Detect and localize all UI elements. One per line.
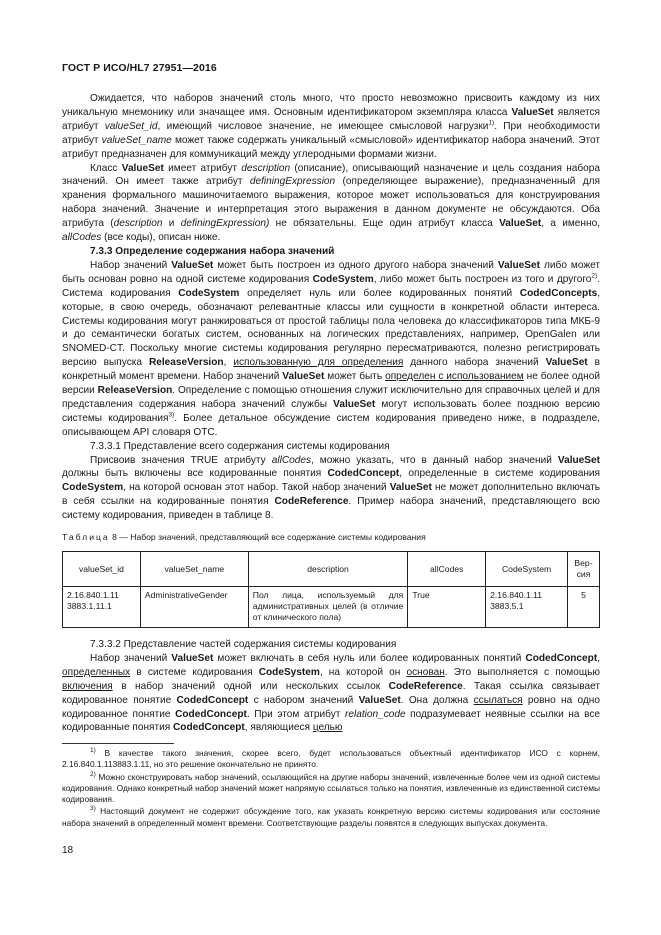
- footnote: $^{1)}$ В качестве такого значения, скорее всего, будет использоваться объектный идентификатор ИСО с корнем, 2.16.840.1.113883.1.11, но это решение окончательно не принято.: [62, 747, 600, 770]
- table-cell: Пол лица, используемый для административных целей (в отличие от клинического пола): [248, 587, 408, 628]
- subsection-heading: 7.3.3.2 Представление частей содержания системы кодирования: [90, 639, 397, 650]
- footnote-separator: [62, 743, 174, 744]
- page-number: 18: [62, 845, 74, 856]
- table-cell: 2.16.840.1.11 3883.5.1: [486, 587, 568, 628]
- table-cell: 2.16.840.1.11 3883.1.11.1: [63, 587, 141, 628]
- table-header: CodeSystem: [486, 552, 568, 587]
- footnote-ref: 2): [591, 272, 598, 280]
- paragraph: Ожидается, что наборов значений столь много, что просто невозможно присвоить каждому из них уникальную мнемонику или значащее имя. Основным идентификатором экземпляра класса ValueSet является атрибут valueSet_id, имеющий числовое значение, не имеющее смысловой нагрузки$^{1)}$. При необходимости атрибут valueSet_name может также содержать уникальный «смысловой» идентификатор набора значений. Этот атрибут предназначен для коммуникаций между углеродными формами жизни.: [62, 93, 601, 160]
- table-header: valueSet_name: [140, 552, 248, 587]
- footnote: $^{2)}$ Можно сконструировать набор значений, ссылающийся на другие наборы значений, извлеченные более чем из одной системы кодирования. Однако конкретный набор значений может напрямую ссылаться только на понятия, извлеченные из единственной системы кодирования.: [62, 770, 601, 805]
- footnote-ref: 3): [168, 411, 175, 419]
- footnote: $^{3)}$ Настоящий документ не содержит обсуждение того, как указать конкретную версию системы кодирования или состояние набора значений в определенный момент времени. Соответствующие разделы появятся в следующих выпусках документа.: [62, 805, 600, 828]
- table-header: Вер-сия: [568, 552, 600, 587]
- table-cell: AdministrativeGender: [140, 587, 248, 628]
- table-cell: True: [408, 587, 486, 628]
- paragraph: Набор значений ValueSet может включать в себя нуль или более кодированных понятий CodedConcept, определенных в системе кодирования CodeSystem, на которой он основан. Это выполняется с помощью включения в набор значений одной или нескольких ссылок CodeReference. Такая ссылка связывает кодированное понятие CodedConcept с набором значений ValueSet. Она должна ссылаться ровно на одно кодированное понятие CodedConcept. При этом атрибут relation_code подразумевает неявные ссылки на все кодированные понятия CodedConcept, являющиеся целью: [62, 652, 600, 734]
- footnotes: [62, 748, 600, 830]
- page-header: ГОСТ Р ИСО/HL7 27951—2016: [62, 62, 217, 74]
- table-caption: Таблица 8 — Набор значений, представляющий все содержание системы кодирования: [62, 532, 426, 543]
- table-header-row: [63, 552, 600, 587]
- paragraph: Класс ValueSet имеет атрибут description (описание), описывающий назначение и цель создания набора значений. Он имеет также атрибут definingExpression (определяющее выражение), предназначенный для хранения формального машиночитаемого выражения, которое может использоваться для конструирования набора значений. Значение и интерпретация этого выражения в данном документе не обсуждаются. Оба атрибута (description и definingExpression) не обязательны. Еще один атрибут класса ValueSet, а именно, allCodes (все коды), описан ниже.: [62, 162, 601, 244]
- paragraph: Набор значений ValueSet может быть построен из одного другого набора значений ValueSet либо может быть основан ровно на одной системе кодирования CodeSystem, либо может быть построен из того и другого$^{2)}$. Система кодирования CodeSystem определяет нуль или более кодированных понятий CodedConcepts, которые, в свою очередь, обозначают релевантные классы или сущности в конкретной области интереса. Системы кодирования могут ранжироваться от простой таблицы пола человека до классификаторов типа МКБ-9 и до семантически богатых систем, основанных на логических представлениях, например, OpenGalen или SNOMED-CT. Поскольку многие системы кодирования регулярно пересматриваются, полезно регистрировать версию выпуска ReleaseVersion, использованную для определения данного набора значений ValueSet в конкретный момент времени. Набор значений ValueSet может быть определен с использованием не более одной версии ReleaseVersion. Определение с помощью отношения служит исключительно для справочных целей и для представления содержания набора значений службы ValueSet могут использовать более позднюю версию системы кодирования$^{3)}$. Более детальное обсуждение систем кодирования приведено ниже, в подразделе, описывающем API словаря ОТС.: [62, 259, 601, 438]
- table-cell: 5: [568, 587, 600, 628]
- table-header: valueSet_id: [63, 552, 141, 587]
- section-heading: 7.3.3 Определение содержания набора значений: [90, 245, 335, 257]
- main-text: [62, 92, 600, 735]
- table-header: allCodes: [408, 552, 486, 587]
- table-header: description: [248, 552, 408, 587]
- paragraph: Присвоив значения TRUE атрибуту allCodes, можно указать, что в данный набор значений ValueSet должны быть включены все кодированные понятия CodedConcept, определенные в системе кодирования CodeSystem, на которой основан этот набор. Такой набор значений ValueSet не может дополнительно включать в себя ссылки на кодированные понятия CodeReference. Пример набора значений, представляющего всю систему кодирования, приведен в таблице 8.: [62, 454, 600, 522]
- footnote-ref: 1): [488, 119, 495, 127]
- value-set-table: [62, 551, 600, 628]
- table-row: [63, 587, 600, 628]
- subsection-heading: 7.3.3.1 Представление всего содержания системы кодирования: [90, 440, 390, 452]
